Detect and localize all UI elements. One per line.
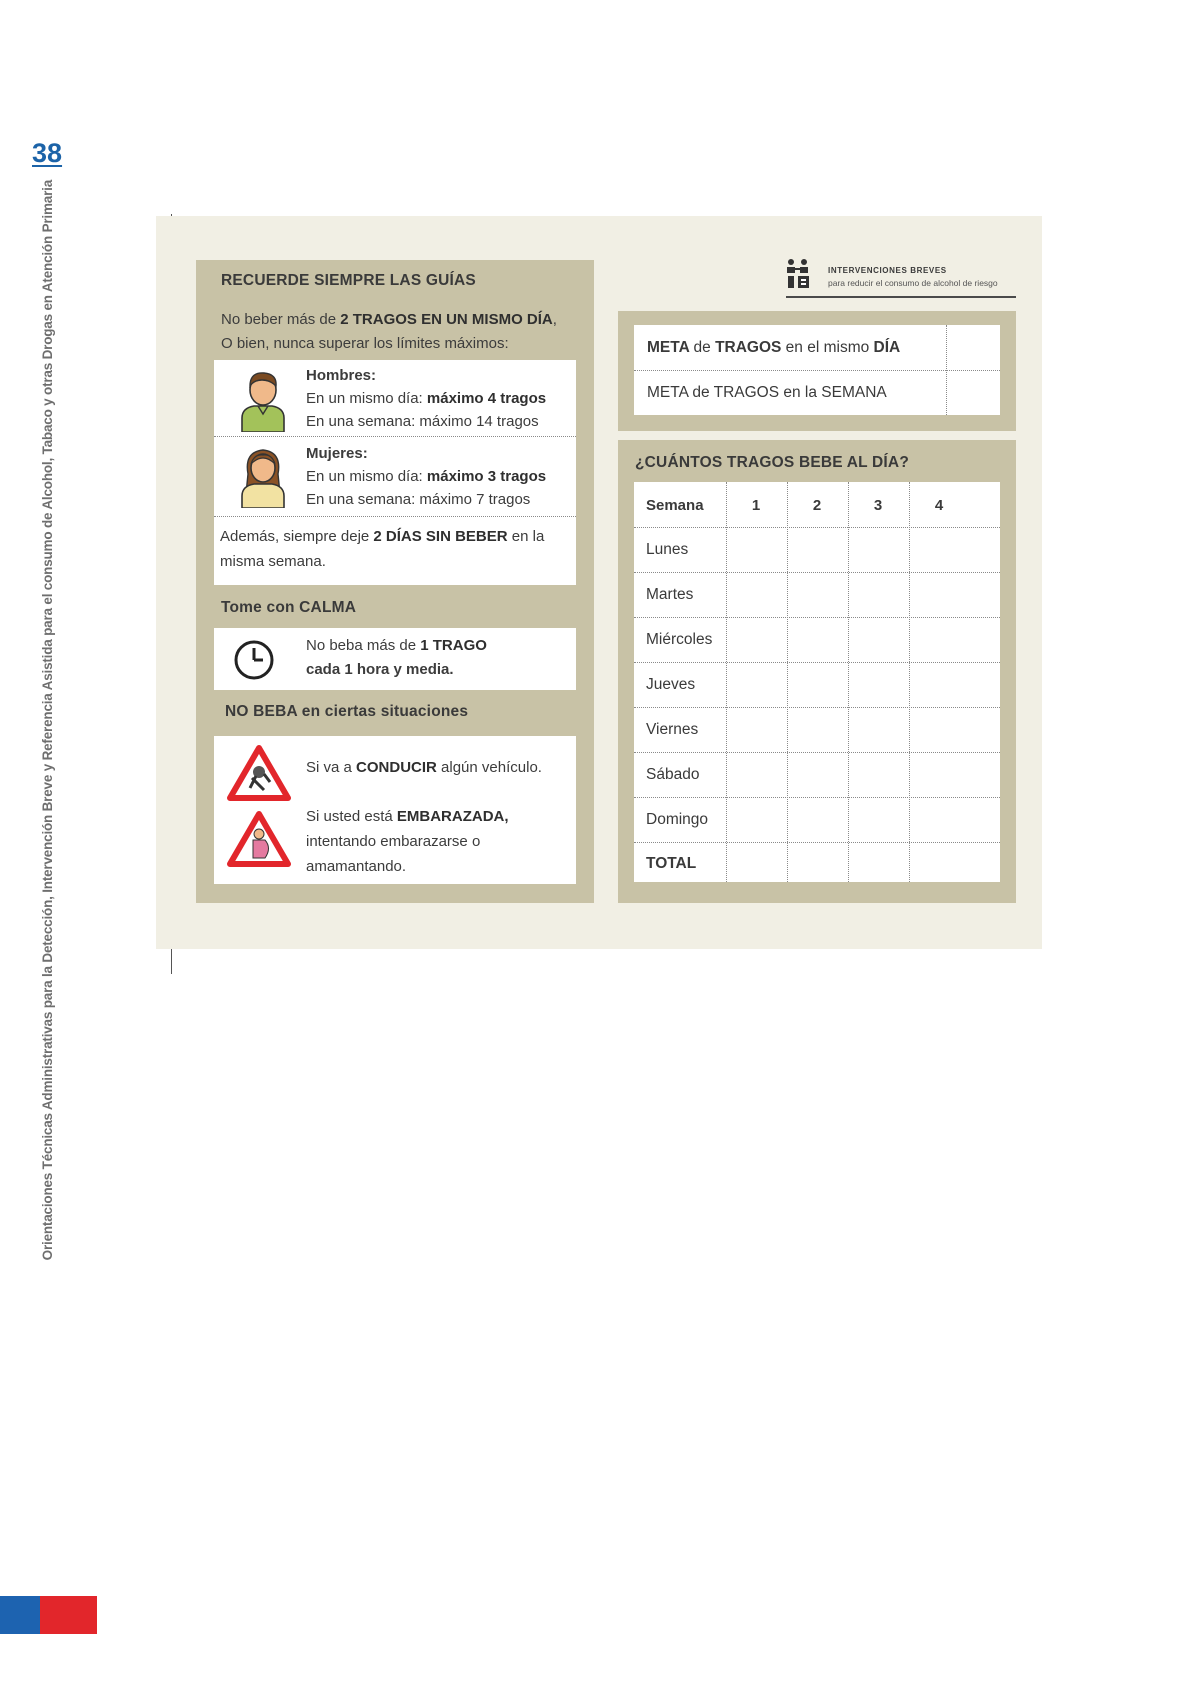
woman-icon xyxy=(234,444,292,508)
rest-days-text xyxy=(220,524,570,574)
guides-intro xyxy=(221,308,591,356)
day-label-sunday: Domingo xyxy=(646,811,709,828)
drive-post: algún vehículo. xyxy=(436,759,542,776)
brand-underline xyxy=(786,296,1016,298)
pregnant-warning-icon xyxy=(226,810,292,868)
goal-day-de: de xyxy=(693,339,716,356)
week-col-3: 3 xyxy=(873,497,883,514)
daily-count-heading: ¿CUÁNTOS TRAGOS BEBE AL DÍA? xyxy=(635,454,909,471)
goal-day-tragos: TRAGOS xyxy=(715,339,782,356)
week-col-4: 4 xyxy=(934,497,944,514)
row-divider-0 xyxy=(634,527,1000,528)
women-block xyxy=(306,442,576,511)
drive-text xyxy=(306,756,576,780)
men-day-bold: máximo 4 tragos xyxy=(426,390,547,407)
goal-day-dia: DÍA xyxy=(873,339,901,356)
women-title: Mujeres: xyxy=(306,445,368,462)
goal-panel xyxy=(618,311,1016,431)
flag-blue-block xyxy=(0,1596,40,1634)
intro-text: No beber más de xyxy=(221,311,341,328)
goal-day-input[interactable] xyxy=(948,327,998,368)
count-input-grid[interactable] xyxy=(728,529,998,880)
preg-pre: Si usted está xyxy=(306,808,397,825)
calm-pre: No beba más de xyxy=(306,637,421,654)
preg-bold: EMBARAZADA, xyxy=(396,808,509,825)
rest-days-line2: misma semana. xyxy=(220,553,326,570)
day-label-friday: Viernes xyxy=(646,721,699,738)
drive-pre: Si va a xyxy=(306,759,357,776)
day-label-wednesday: Miércoles xyxy=(646,631,713,648)
pregnant-text xyxy=(306,804,576,879)
day-label-thursday: Jueves xyxy=(646,676,696,693)
men-title: Hombres: xyxy=(306,367,377,384)
goal-week-label: META de TRAGOS en la SEMANA xyxy=(647,384,887,401)
man-icon xyxy=(234,368,292,432)
drive-bold: CONDUCIR xyxy=(356,759,437,776)
day-label-saturday: Sábado xyxy=(646,766,700,783)
goal-week-input[interactable] xyxy=(948,372,998,413)
people-logo-icon xyxy=(786,258,810,288)
no-drink-heading: NO BEBA en ciertas situaciones xyxy=(225,703,469,720)
guides-panel xyxy=(196,260,594,903)
day-label-tuesday: Martes xyxy=(646,586,694,603)
goal-day-label xyxy=(647,339,900,357)
page-number: 38 xyxy=(32,138,63,168)
rest-days-bold: 2 DÍAS SIN BEBER xyxy=(373,528,508,545)
women-day-text: En un mismo día: xyxy=(306,468,427,485)
limits-divider-1 xyxy=(214,436,576,437)
calm-text xyxy=(306,634,566,682)
side-running-title: Orientaciones Técnicas Administrativas para la Detección, Intervención Breve y Referencia Asistida para el consumo de Alcohol, Tabaco y otras Drogas en Atención Primaria xyxy=(40,180,55,1261)
women-day-bold: máximo 3 tragos xyxy=(426,468,547,485)
week-col-2: 2 xyxy=(812,497,822,514)
crop-mark-bottom xyxy=(171,946,172,974)
clock-icon xyxy=(232,638,276,682)
limits-box xyxy=(214,360,576,585)
total-label: TOTAL xyxy=(646,855,697,872)
calm-bold: 1 TRAGO xyxy=(420,637,487,654)
daily-count-table xyxy=(634,482,1000,882)
day-label-monday: Lunes xyxy=(646,541,689,558)
goal-table xyxy=(634,325,1000,415)
calm-heading: Tome con CALMA xyxy=(221,599,357,616)
rest-days-pre: Además, siempre deje xyxy=(220,528,374,545)
side-title-wrap xyxy=(40,180,60,1280)
calm-box xyxy=(214,628,576,690)
intro-limits: O bien, nunca superar los límites máximos: xyxy=(221,335,509,352)
car-key-warning-icon xyxy=(226,744,292,802)
preg-line3: amamantando. xyxy=(306,858,407,875)
rest-days-post: en la xyxy=(507,528,545,545)
daily-count-panel xyxy=(618,440,1016,903)
goal-day-meta: META xyxy=(647,339,694,356)
flag-red-block xyxy=(40,1596,97,1634)
guides-heading: RECUERDE SIEMPRE LAS GUÍAS xyxy=(221,272,476,289)
goal-day-en: en el mismo xyxy=(781,339,874,356)
women-week: En una semana: máximo 7 tragos xyxy=(306,491,531,508)
week-col-label: Semana xyxy=(646,497,704,514)
calm-line2: cada 1 hora y media. xyxy=(306,661,454,678)
drink-guide-card xyxy=(156,216,1042,949)
no-drink-box xyxy=(214,736,576,884)
week-col-1: 1 xyxy=(751,497,761,514)
brand-title: INTERVENCIONES BREVES xyxy=(828,266,947,275)
men-week: En una semana: máximo 14 tragos xyxy=(306,413,539,430)
goal-column-divider xyxy=(946,325,947,415)
preg-line2: intentando embarazarse o xyxy=(306,833,481,850)
men-block xyxy=(306,364,576,433)
intro-bold: 2 TRAGOS EN UN MISMO DÍA xyxy=(340,311,553,328)
intro-comma: , xyxy=(552,311,557,328)
col-divider-1 xyxy=(726,482,727,882)
limits-divider-2 xyxy=(214,516,576,517)
brand-header xyxy=(786,256,1016,298)
men-day-text: En un mismo día: xyxy=(306,390,427,407)
brand-subtitle: para reducir el consumo de alcohol de riesgo xyxy=(828,278,998,288)
